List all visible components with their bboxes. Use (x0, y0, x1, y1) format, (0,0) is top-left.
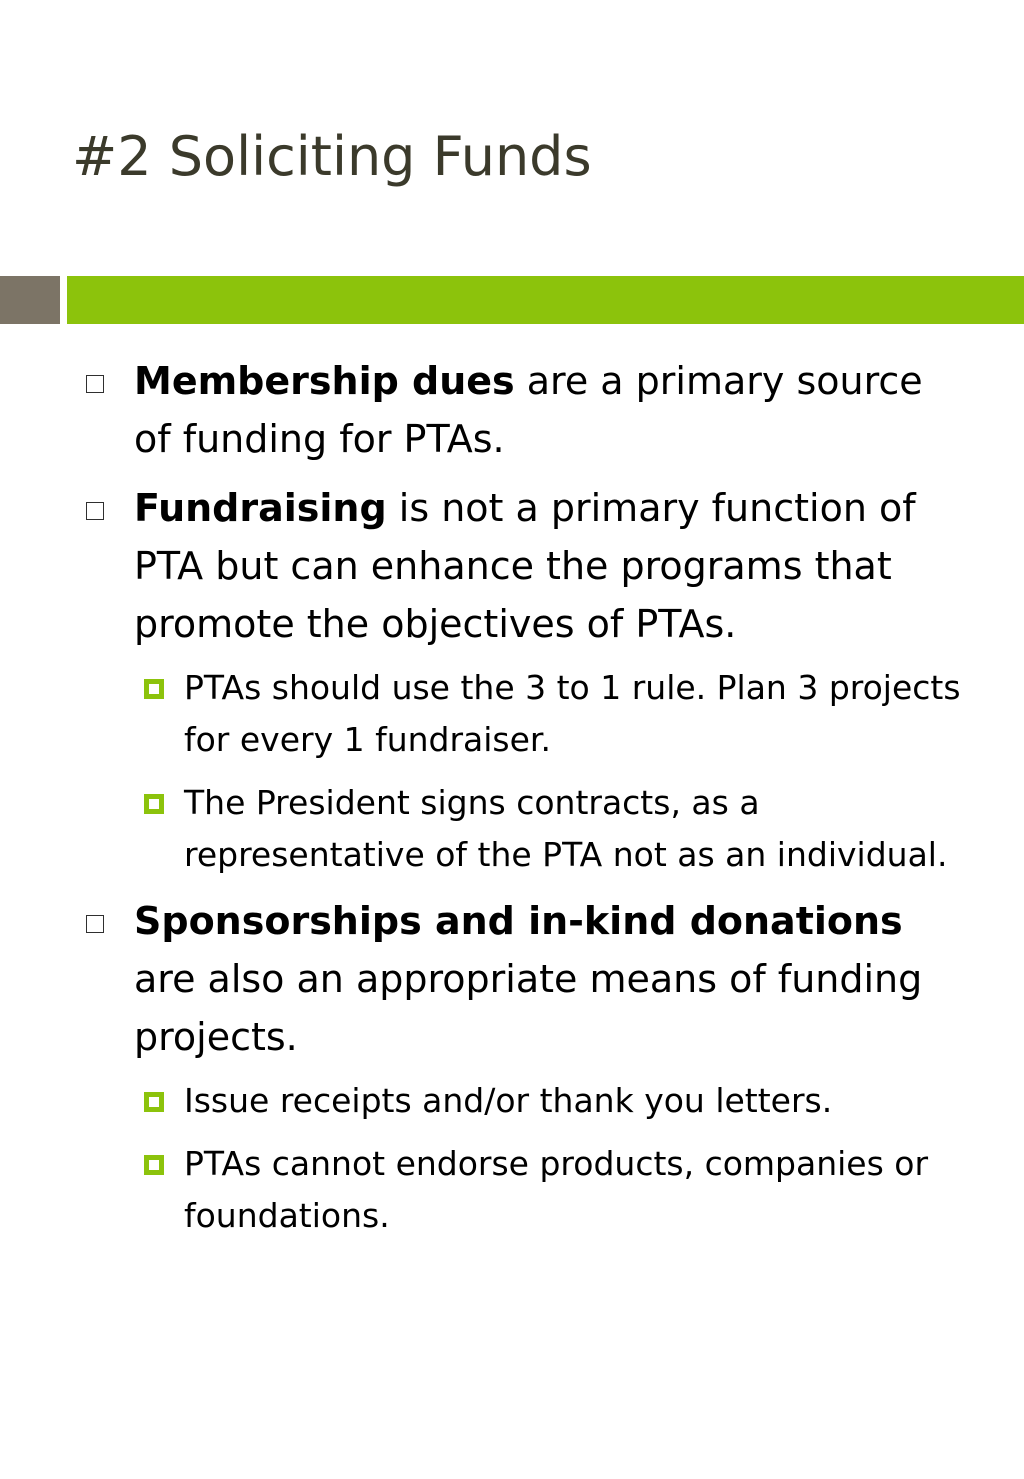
bullet-bold-text: Fundraising (134, 486, 387, 530)
bullet-fundraising (0, 479, 1024, 653)
bullet-text: is not a primary function of PTA but can enhance the programs that promote the objectives of PTAs. (134, 486, 916, 646)
green-square-icon (144, 1155, 164, 1175)
hollow-square-icon (86, 375, 104, 393)
sub-bullet-president-contracts (0, 777, 1024, 881)
sub-bullet-3-to-1-rule (0, 662, 1024, 766)
green-square-icon (144, 679, 164, 699)
sub-bullet-text: PTAs cannot endorse products, companies or foundations. (184, 1144, 929, 1235)
slide-title: #2 Soliciting Funds (72, 125, 592, 188)
bullet-list (0, 352, 1024, 1242)
sub-bullet-receipts (0, 1075, 1024, 1127)
sub-bullet-endorse (0, 1138, 1024, 1242)
green-square-icon (144, 1092, 164, 1112)
green-square-icon (144, 794, 164, 814)
accent-square (0, 276, 60, 324)
bullet-bold-text: Sponsorships and in-kind donations (134, 899, 903, 943)
sub-bullet-text: Issue receipts and/or thank you letters. (184, 1081, 833, 1120)
hollow-square-icon (86, 915, 104, 933)
sub-bullet-text: PTAs should use the 3 to 1 rule. Plan 3 projects for every 1 fundraiser. (184, 668, 961, 759)
bullet-text: are also an appropriate means of funding projects. (134, 957, 923, 1059)
bullet-membership-dues (0, 352, 1024, 468)
bullet-bold-text: Membership dues (134, 359, 515, 403)
accent-bar (67, 276, 1024, 324)
bullet-text: are a primary source of funding for PTAs. (134, 359, 923, 461)
hollow-square-icon (86, 502, 104, 520)
bullet-sponsorships (0, 892, 1024, 1066)
sub-bullet-text: The President signs contracts, as a representative of the PTA not as an individual. (184, 783, 948, 874)
